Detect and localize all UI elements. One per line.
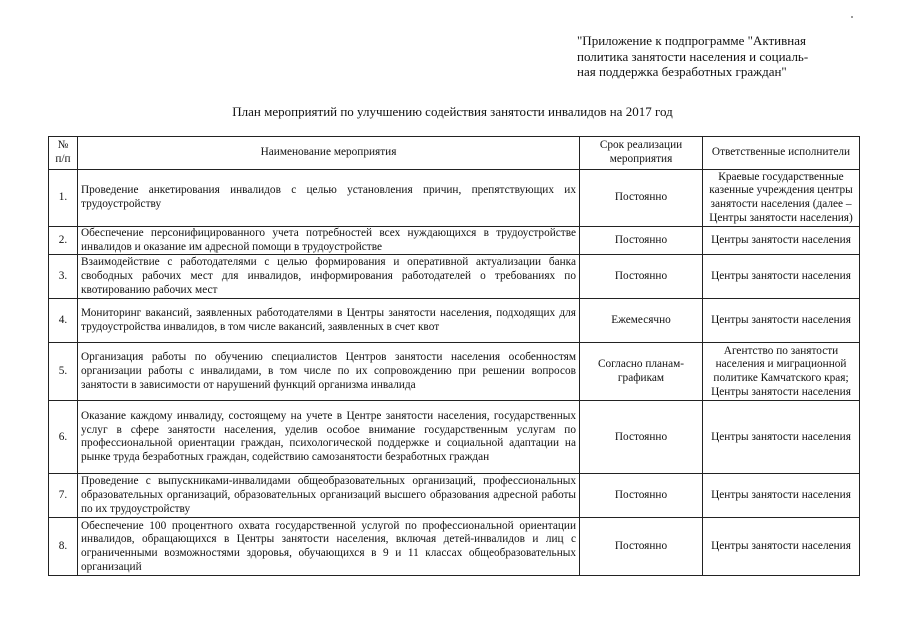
header-name: Наименование мероприятия bbox=[78, 137, 580, 170]
row-number: 7. bbox=[49, 474, 78, 518]
table-row bbox=[49, 227, 860, 255]
activity-term: Постоянно bbox=[580, 170, 703, 227]
activity-responsible: Краевые государственные казенные учреждения центры занятости населения (далее – Центры занятости населения) bbox=[703, 170, 860, 227]
activity-term: Постоянно bbox=[580, 401, 703, 474]
activity-term: Постоянно bbox=[580, 474, 703, 518]
row-number: 3. bbox=[49, 255, 78, 299]
activity-term: Постоянно bbox=[580, 518, 703, 576]
activity-term: Постоянно bbox=[580, 255, 703, 299]
table-row bbox=[49, 343, 860, 401]
table-row bbox=[49, 255, 860, 299]
row-number: 6. bbox=[49, 401, 78, 474]
row-number: 2. bbox=[49, 227, 78, 255]
page-title: План мероприятий по улучшению содействия занятости инвалидов на 2017 год bbox=[232, 104, 673, 119]
row-number: 1. bbox=[49, 170, 78, 227]
activity-responsible: Центры занятости населения bbox=[703, 255, 860, 299]
table-row bbox=[49, 474, 860, 518]
header-num: № п/п bbox=[49, 137, 78, 170]
table-row bbox=[49, 299, 860, 343]
activity-name: Взаимодействие с работодателями с целью формирования и оперативной актуализации банка свободных рабочих мест для инвалидов, информирования работодателей о требованиях по квотированию рабочих мест bbox=[78, 255, 580, 299]
activity-responsible: Центры занятости населения bbox=[703, 299, 860, 343]
activity-name: Обеспечение персонифицированного учета потребностей всех нуждающихся в трудоустройстве инвалидов и оказание им адресной помощи в трудоустройстве bbox=[78, 227, 580, 255]
activity-name: Обеспечение 100 процентного охвата государственной услугой по профессиональной ориентации инвалидов, обращающихся в Центры занятости населения, включая детей-инвалидов и лиц с ограниченными возможностями здоровья, обучающихся в 9 и 11 классах общеобразовательных организаций bbox=[78, 518, 580, 576]
activity-name: Оказание каждому инвалиду, состоящему на учете в Центре занятости населения, государственных услуг в сфере занятости населения, уделив особое внимание государственным услугам по профессиональной ориентации граждан, психологической поддержке и социальной адаптации на рынке труда безработных граждан, содействию самозанятости безработных граждан bbox=[78, 401, 580, 474]
scan-artifact bbox=[851, 16, 853, 18]
activity-name: Проведение анкетирования инвалидов с целью установления причин, препятствующих их трудоустройству bbox=[78, 170, 580, 227]
row-number: 8. bbox=[49, 518, 78, 576]
activity-term: Согласно планам-графикам bbox=[580, 343, 703, 401]
appendix-line: "Приложение к подпрограмме "Активная bbox=[577, 33, 806, 48]
appendix-line: политика занятости населения и социаль- bbox=[577, 48, 809, 64]
table-row bbox=[49, 518, 860, 576]
activity-term: Ежемесячно bbox=[580, 299, 703, 343]
activity-responsible: Центры занятости населения bbox=[703, 227, 860, 255]
plan-table bbox=[48, 136, 860, 576]
activity-responsible: Агентство по занятости населения и миграционной политике Камчатского края; Центры занятости населения bbox=[703, 343, 860, 401]
activity-name: Организация работы по обучению специалистов Центров занятости населения особенностям организации работы с инвалидами, в том числе по их сопровождению при решении вопросов занятости в зависимости от нарушений функций организма инвалида bbox=[78, 343, 580, 401]
appendix-note bbox=[577, 33, 877, 80]
header-term: Срок реализации мероприятия bbox=[580, 137, 703, 170]
table-header-row bbox=[49, 137, 860, 170]
activity-name: Мониторинг вакансий, заявленных работодателями в Центры занятости населения, подходящих для трудоустройства инвалидов, в том числе вакансий, заявленных в счет квот bbox=[78, 299, 580, 343]
row-number: 4. bbox=[49, 299, 78, 343]
activity-name: Проведение с выпускниками-инвалидами общеобразовательных организаций, профессиональных образовательных организаций, образовательных организаций высшего образования адресной работы по их трудоустройству bbox=[78, 474, 580, 518]
table-row bbox=[49, 170, 860, 227]
appendix-line: ная поддержка безработных граждан" bbox=[577, 64, 787, 79]
table-row bbox=[49, 401, 860, 474]
activity-responsible: Центры занятости населения bbox=[703, 401, 860, 474]
row-number: 5. bbox=[49, 343, 78, 401]
activity-term: Постоянно bbox=[580, 227, 703, 255]
header-responsible: Ответственные исполнители bbox=[703, 137, 860, 170]
activity-responsible: Центры занятости населения bbox=[703, 518, 860, 576]
activity-responsible: Центры занятости населения bbox=[703, 474, 860, 518]
